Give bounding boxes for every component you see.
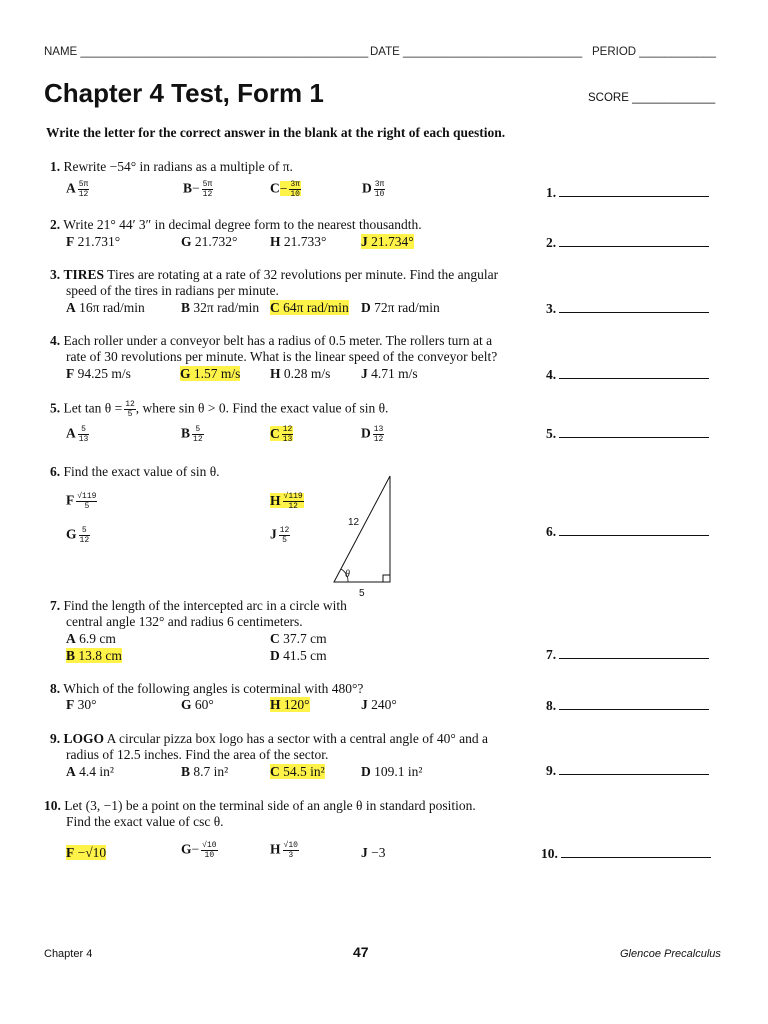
q7-option-d[interactable]: D 41.5 cm xyxy=(270,648,327,663)
answer-blank-2[interactable]: 2. xyxy=(546,234,709,251)
answer-blank-3[interactable]: 3. xyxy=(546,300,709,317)
q10-option-g[interactable]: G− $\frac{√10}{10}$ xyxy=(181,841,217,860)
q6-option-j[interactable]: J $\frac{12}{5}$ xyxy=(270,526,290,545)
q3-option-d[interactable]: D 72π rad/min xyxy=(361,300,440,315)
q6-option-f[interactable]: F $\frac{√119}{5}$ xyxy=(66,492,97,511)
score-label: SCORE _____________ xyxy=(588,92,716,104)
footer-chapter: Chapter 4 xyxy=(44,948,93,960)
q8-option-f[interactable]: F 30° xyxy=(66,697,97,712)
q4-option-g[interactable]: G 1.57 m/s xyxy=(180,366,241,381)
page-title: Chapter 4 Test, Form 1 xyxy=(44,78,324,108)
q1-option-c[interactable]: C− $\frac{3\pi}{10}$ xyxy=(270,180,300,199)
answer-blank-5[interactable]: 5. xyxy=(546,425,709,442)
q2-option-g[interactable]: G 21.732° xyxy=(181,234,238,249)
q7-option-b[interactable]: B 13.8 cm xyxy=(66,648,122,663)
date-label: DATE ____________________________ xyxy=(370,46,583,58)
question-8: 8. Which of the following angles is coterminal with 480°? xyxy=(50,681,364,696)
q5-option-c[interactable]: C $\frac{12}{13}$ xyxy=(270,425,293,444)
q7-option-c[interactable]: C 37.7 cm xyxy=(270,631,327,646)
q7-option-a[interactable]: A 6.9 cm xyxy=(66,631,116,646)
answer-blank-10[interactable]: 10. xyxy=(541,845,711,862)
q8-option-h[interactable]: H 120° xyxy=(270,697,310,712)
question-9-line2: radius of 12.5 inches. Find the area of the sector. xyxy=(66,747,329,762)
q9-option-d[interactable]: D 109.1 in² xyxy=(361,764,423,779)
q8-option-j[interactable]: J 240° xyxy=(361,697,397,712)
q2-option-h[interactable]: H 21.733° xyxy=(270,234,327,249)
question-2: 2. Write 21° 44′ 3″ in decimal degree form to the nearest thousandth. xyxy=(50,217,422,232)
answer-blank-7[interactable]: 7. xyxy=(546,646,709,663)
q1-option-a[interactable]: A $\frac{5\pi}{12}$ xyxy=(66,180,89,199)
triangle-angle-label: θ xyxy=(345,569,350,580)
q1-option-b[interactable]: B− $\frac{5\pi}{12}$ xyxy=(183,180,213,199)
question-1: 1. Rewrite −54° in radians as a multiple of π. xyxy=(50,159,293,174)
answer-blank-8[interactable]: 8. xyxy=(546,697,709,714)
question-3: 3. TIRES Tires are rotating at a rate of 32 revolutions per minute. Find the angular xyxy=(50,267,499,282)
instructions: Write the letter for the correct answer in the blank at the right of each question. xyxy=(46,125,506,140)
name-label: NAME _____________________________________________ xyxy=(44,46,369,58)
question-5: 5. Let tan θ = $\frac{12}{5}$ , where sin θ > 0. Find the exact value of sin θ. xyxy=(50,400,389,419)
q6-option-h[interactable]: H $\frac{√119}{12}$ xyxy=(270,492,303,511)
q4-option-j[interactable]: J 4.71 m/s xyxy=(361,366,418,381)
q10-option-j[interactable]: J −3 xyxy=(361,845,386,860)
answer-blank-4[interactable]: 4. xyxy=(546,366,709,383)
question-9: 9. LOGO A circular pizza box logo has a sector with a central angle of 40° and a xyxy=(50,731,489,746)
q10-option-f[interactable]: F −√10 xyxy=(66,845,107,860)
question-6: 6. Find the exact value of sin θ. xyxy=(50,464,220,479)
q5-option-b[interactable]: B $\frac{5}{12}$ xyxy=(181,425,203,444)
q5-option-a[interactable]: A $\frac{5}{13}$ xyxy=(66,425,89,444)
triangle-hypotenuse-label: 12 xyxy=(348,517,360,528)
page-number: 47 xyxy=(353,944,369,960)
triangle-base-label: 5 xyxy=(359,588,365,599)
answer-blank-9[interactable]: 9. xyxy=(546,762,709,779)
q4-option-h[interactable]: H 0.28 m/s xyxy=(270,366,331,381)
q8-option-g[interactable]: G 60° xyxy=(181,697,214,712)
q4-option-f[interactable]: F 94.25 m/s xyxy=(66,366,131,381)
question-4: 4. Each roller under a conveyor belt has a radius of 0.5 meter. The rollers turn at a xyxy=(50,333,493,348)
q9-option-b[interactable]: B 8.7 in² xyxy=(181,764,229,779)
q2-option-f[interactable]: F 21.731° xyxy=(66,234,121,249)
q9-option-a[interactable]: A 4.4 in² xyxy=(66,764,114,779)
footer-publisher: Glencoe Precalculus xyxy=(620,948,721,960)
q1-option-d[interactable]: D $\frac{3\pi}{10}$ xyxy=(362,180,385,199)
period-label: PERIOD ____________ xyxy=(592,46,717,58)
question-3-line2: speed of the tires in radians per minute. xyxy=(66,283,279,298)
q3-option-b[interactable]: B 32π rad/min xyxy=(181,300,260,315)
question-10: 10. Let (3, −1) be a point on the terminal side of an angle θ in standard position. xyxy=(44,798,476,813)
right-triangle-figure xyxy=(320,470,410,600)
question-7-line2: central angle 132° and radius 6 centimeters. xyxy=(66,614,303,629)
question-10-line2: Find the exact value of csc θ. xyxy=(66,814,224,829)
q10-option-h[interactable]: H $\frac{√10}{3}$ xyxy=(270,841,298,860)
q6-option-g[interactable]: G $\frac{5}{12}$ xyxy=(66,526,90,545)
answer-blank-6[interactable]: 6. xyxy=(546,523,709,540)
q5-option-d[interactable]: D $\frac{13}{12}$ xyxy=(361,425,384,444)
q9-option-c[interactable]: C 54.5 in² xyxy=(270,764,325,779)
question-7: 7. Find the length of the intercepted arc in a circle with xyxy=(50,598,347,613)
question-4-line2: rate of 30 revolutions per minute. What is the linear speed of the conveyor belt? xyxy=(66,349,498,364)
answer-blank-1[interactable]: 1. xyxy=(546,184,709,201)
q3-option-c[interactable]: C 64π rad/min xyxy=(270,300,349,315)
q2-option-j[interactable]: J 21.734° xyxy=(361,234,414,249)
q3-option-a[interactable]: A 16π rad/min xyxy=(66,300,145,315)
